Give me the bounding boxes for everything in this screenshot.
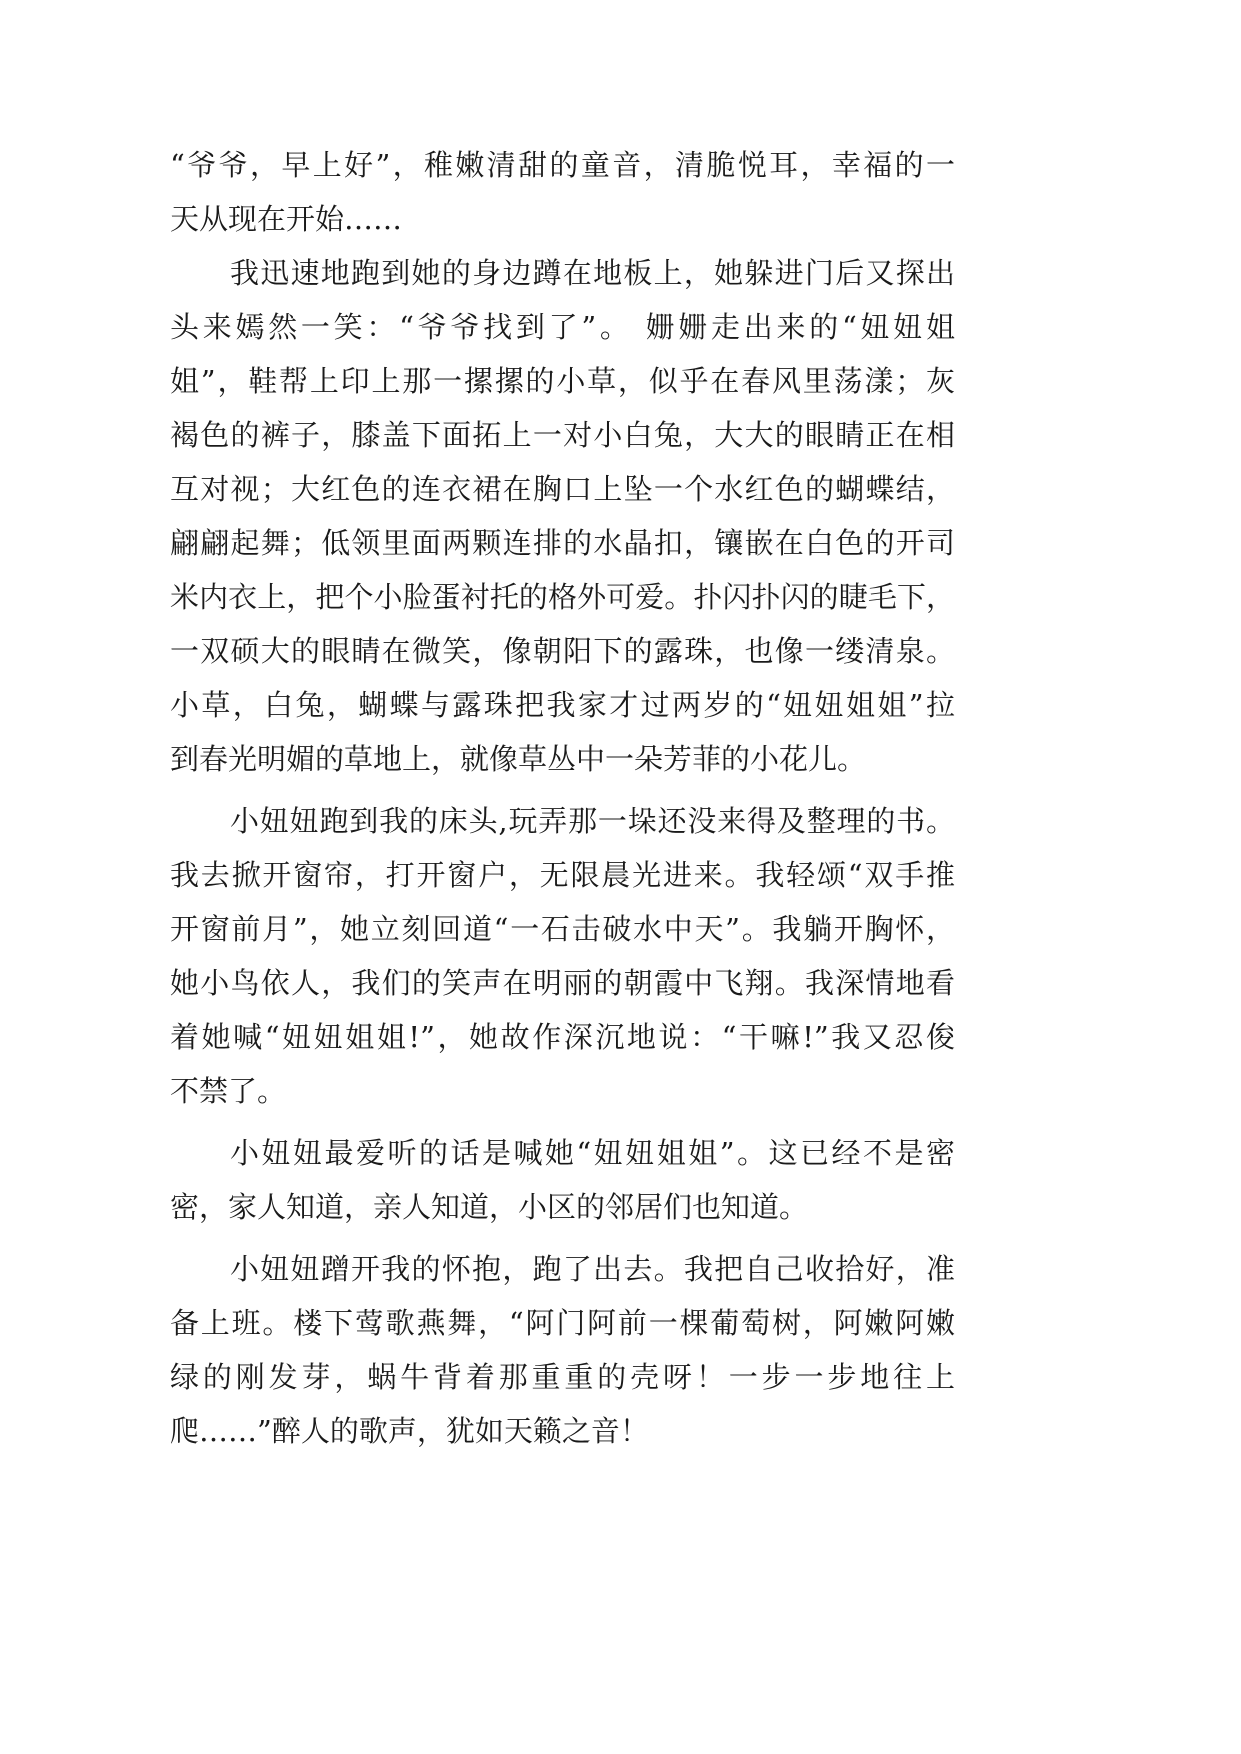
- text-line: 互对视；大红色的连衣裙在胸口上坠一个水红色的蝴蝶结，: [170, 472, 955, 506]
- text-line: 到春光明媚的草地上，就像草丛中一朵芳菲的小花儿。: [170, 742, 867, 776]
- paragraph: [170, 138, 955, 246]
- text-line: 小草，白兔，蝴蝶与露珠把我家才过两岁的“妞妞姐姐”拉: [170, 688, 955, 722]
- text-line: 绿的刚发芽，蜗牛背着那重重的壳呀！一步一步地往上: [170, 1360, 955, 1394]
- text-line: 姐”，鞋帮上印上那一摞摞的小草，似乎在春风里荡漾；灰: [170, 364, 955, 398]
- text-line: 小妞妞蹭开我的怀抱，跑了出去。我把自己收拾好，准: [230, 1252, 955, 1286]
- text-line: 小妞妞跑到我的床头,玩弄那一垛还没来得及整理的书。: [230, 804, 955, 838]
- paragraph: [170, 246, 955, 786]
- text-line: 我迅速地跑到她的身边蹲在地板上，她躲进门后又探出: [230, 256, 955, 290]
- text-line: 褐色的裤子，膝盖下面拓上一对小白兔，大大的眼睛正在相: [170, 418, 955, 452]
- text-line: 我去掀开窗帘，打开窗户，无限晨光进来。我轻颂“双手推: [170, 858, 955, 892]
- text-line: 备上班。楼下莺歌燕舞，“阿门阿前一棵葡萄树，阿嫩阿嫩: [170, 1306, 955, 1340]
- text-line: 她小鸟依人，我们的笑声在明丽的朝霞中飞翔。我深情地看: [170, 966, 955, 1000]
- text-line: 一双硕大的眼睛在微笑，像朝阳下的露珠，也像一缕清泉。: [170, 634, 955, 668]
- text-line: 密，家人知道，亲人知道，小区的邻居们也知道。: [170, 1190, 809, 1224]
- text-line: 开窗前月”，她立刻回道“一石击破水中天”。我躺开胸怀，: [170, 912, 955, 946]
- text-line: “爷爷，早上好”，稚嫩清甜的童音，清脆悦耳，幸福的一: [170, 148, 955, 182]
- paragraph: [170, 1126, 955, 1234]
- text-line: 不禁了。: [170, 1074, 287, 1108]
- text-line: 翩翩起舞；低领里面两颗连排的水晶扣，镶嵌在白色的开司: [170, 526, 955, 560]
- text-line: 着她喊“妞妞姐姐!”，她故作深沉地说：“干嘛!”我又忍俊: [170, 1020, 955, 1054]
- text-line: 爬……”醉人的歌声，犹如天籁之音！: [170, 1414, 649, 1448]
- paragraph: [170, 794, 955, 1118]
- body-text: [170, 138, 955, 1458]
- text-line: 米内衣上，把个小脸蛋衬托的格外可爱。扑闪扑闪的睫毛下，: [170, 580, 955, 614]
- text-line: 天从现在开始……: [170, 202, 403, 236]
- paragraph: [170, 1242, 955, 1458]
- text-line: 小妞妞最爱听的话是喊她“妞妞姐姐”。这已经不是密: [230, 1136, 955, 1170]
- text-line: 头来嫣然一笑：“爷爷找到了”。 姗姗走出来的“妞妞姐: [170, 310, 955, 344]
